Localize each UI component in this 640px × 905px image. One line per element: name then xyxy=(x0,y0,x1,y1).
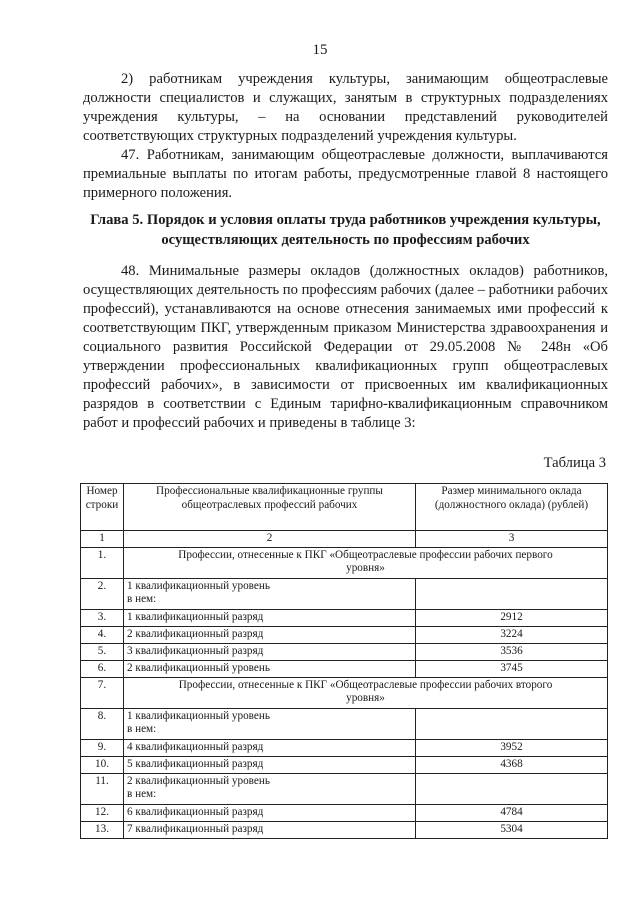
qualification-label: 2 квалификационный уровень xyxy=(124,660,416,677)
table-column-numbers-row xyxy=(81,531,608,548)
chapter-heading-line2: осуществляющих деятельность по профессиям рабочих xyxy=(161,232,530,248)
table-header-row xyxy=(81,484,608,531)
header-group: Профессиональные квалификационные группы общеотраслевых профессий рабочих xyxy=(124,484,416,531)
qualification-label: 5 квалификационный разряд xyxy=(124,756,416,773)
salary-value xyxy=(416,773,608,804)
salary-value: 3745 xyxy=(416,660,608,677)
column-number: 1 xyxy=(81,531,124,548)
table-caption: Таблица 3 xyxy=(543,455,606,471)
row-number: 9. xyxy=(81,739,124,756)
table-row xyxy=(81,756,608,773)
salary-value xyxy=(416,578,608,609)
salary-value: 3952 xyxy=(416,739,608,756)
row-number: 6. xyxy=(81,660,124,677)
qualification-label: 2 квалификационный уровень в нем: xyxy=(124,773,416,804)
paragraph-item-2: 2) работникам учреждения культуры, занимающим общеотраслевые должности специалистов и служащих, занятым в структурных подразделениях учреждения культуры, – на основании представлений руководителей соответствующих структурных подразделений учреждения культуры. xyxy=(83,71,608,144)
paragraph-48: 48. Минимальные размеры окладов (должностных окладов) работников, осуществляющих деятельность по профессиям рабочих (далее – работники рабочих профессий), устанавливаются на основе отнесения занимаемых ими профессий к соответствующим ПКГ, утвержденным приказом Министерства здравоохранения и социального развития Российской Федерации от 29.05.2008 № 248н «Об утверждении профессиональных квалификационных групп общеотраслевых профессий рабочих», в зависимости от присвоенных им квалификационных разрядов в соответствии с Единым тарифно-квалификационным справочником работ и профессий рабочих и приведены в таблице 3: xyxy=(83,263,608,431)
row-number: 13. xyxy=(81,821,124,838)
row-number: 8. xyxy=(81,708,124,739)
qualification-label: 2 квалификационный разряд xyxy=(124,626,416,643)
table-row xyxy=(81,547,608,578)
chapter-heading xyxy=(83,210,608,250)
row-number: 2. xyxy=(81,578,124,609)
table-row xyxy=(81,660,608,677)
row-number: 4. xyxy=(81,626,124,643)
salary-value: 4368 xyxy=(416,756,608,773)
row-number: 3. xyxy=(81,609,124,626)
salary-value xyxy=(416,708,608,739)
qualification-label: 4 квалификационный разряд xyxy=(124,739,416,756)
table-row xyxy=(81,643,608,660)
row-number: 11. xyxy=(81,773,124,804)
page-number: 15 xyxy=(312,42,328,58)
row-number: 12. xyxy=(81,804,124,821)
row-number: 7. xyxy=(81,677,124,708)
paragraph-47: 47. Работникам, занимающим общеотраслевые должности, выплачиваются премиальные выплаты по итогам работы, предусмотренные главой 8 настоящего примерного положения. xyxy=(83,147,608,201)
qualification-label: 3 квалификационный разряд xyxy=(124,643,416,660)
table-row xyxy=(81,677,608,708)
table-row xyxy=(81,609,608,626)
row-number: 10. xyxy=(81,756,124,773)
table-row xyxy=(81,773,608,804)
qualification-label: 7 квалификационный разряд xyxy=(124,821,416,838)
qualification-label: 1 квалификационный разряд xyxy=(124,609,416,626)
salary-value: 2912 xyxy=(416,609,608,626)
qualification-label: 1 квалификационный уровень в нем: xyxy=(124,578,416,609)
row-number: 1. xyxy=(81,547,124,578)
salary-value: 5304 xyxy=(416,821,608,838)
qualification-label: 6 квалификационный разряд xyxy=(124,804,416,821)
table-row xyxy=(81,708,608,739)
column-number: 2 xyxy=(124,531,416,548)
table-row xyxy=(81,578,608,609)
qualification-label: 1 квалификационный уровень в нем: xyxy=(124,708,416,739)
salary-table xyxy=(80,483,608,839)
table-body xyxy=(81,547,608,838)
header-salary: Размер минимального оклада (должностного оклада) (рублей) xyxy=(416,484,608,531)
chapter-heading-line1: Глава 5. Порядок и условия оплаты труда работников учреждения культуры, xyxy=(90,212,601,228)
table-row xyxy=(81,804,608,821)
header-row-number: Номер строки xyxy=(81,484,124,531)
salary-value: 3224 xyxy=(416,626,608,643)
row-number: 5. xyxy=(81,643,124,660)
table-row xyxy=(81,821,608,838)
table-row xyxy=(81,739,608,756)
column-number: 3 xyxy=(416,531,608,548)
salary-value: 3536 xyxy=(416,643,608,660)
group-title: Профессии, отнесенные к ПКГ «Общеотраслевые профессии рабочих второго уровня» xyxy=(124,677,608,708)
salary-value: 4784 xyxy=(416,804,608,821)
group-title: Профессии, отнесенные к ПКГ «Общеотраслевые профессии рабочих первого уровня» xyxy=(124,547,608,578)
table-row xyxy=(81,626,608,643)
